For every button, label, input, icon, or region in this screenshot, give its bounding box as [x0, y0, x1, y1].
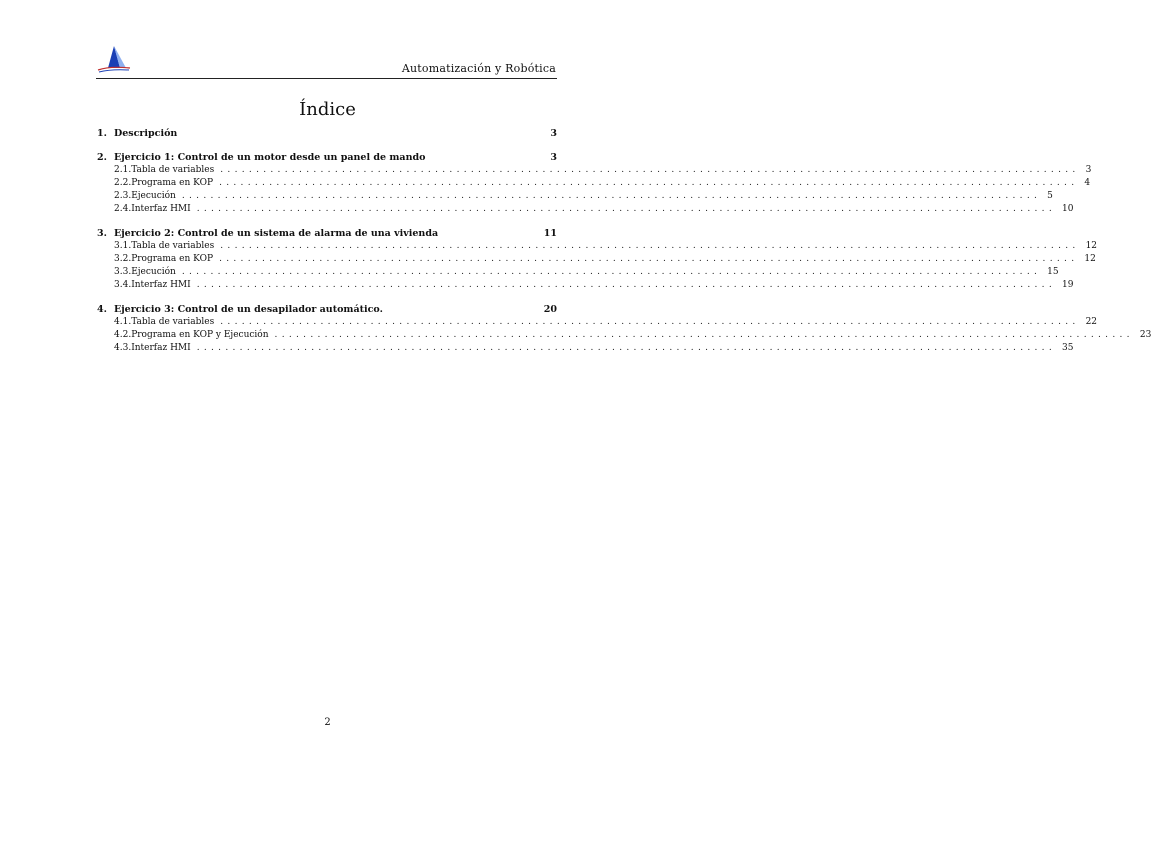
subsection-title: Interfaz HMI — [131, 280, 191, 290]
dot-leader: ........................................................................................................................ — [181, 267, 1042, 277]
dot-leader: ........................................................................................................................ — [196, 280, 1057, 290]
toc-subsection-entry[interactable] — [97, 266, 1059, 279]
subsection-title: Tabla de variables — [131, 241, 215, 251]
subsection-page: 19 — [1062, 280, 1074, 290]
toc-title: Índice — [299, 99, 356, 120]
section-title: Ejercicio 2: Control de un sistema de alarma de una vivienda — [114, 228, 439, 239]
toc-subsection-entry[interactable] — [97, 342, 1074, 355]
subsection-number: 2.3. — [114, 191, 132, 201]
subsection-page: 22 — [1085, 317, 1098, 327]
subsection-page: 5 — [1047, 191, 1053, 201]
toc-subsection-entry[interactable] — [97, 253, 1096, 266]
section-gap — [97, 140, 557, 151]
subsection-number: 2.2. — [114, 178, 132, 188]
running-head: Automatización y Robótica — [401, 62, 556, 75]
subsection-title: Programa en KOP — [131, 254, 214, 264]
subsection-page: 12 — [1084, 254, 1096, 264]
dot-leader: ........................................................................................................................ — [220, 165, 1080, 175]
subsection-page: 3 — [1085, 165, 1092, 175]
subsection-number: 4.3. — [114, 343, 132, 353]
subsection-title: Programa en KOP — [131, 178, 214, 188]
subsection-number: 3.4. — [114, 280, 132, 290]
subsection-number: 2.1. — [114, 165, 132, 175]
toc-section-entry[interactable] — [97, 127, 557, 140]
toc-subsection-entry[interactable] — [97, 240, 1098, 253]
toc-subsection-entry[interactable] — [97, 164, 1092, 177]
subsection-title: Programa en KOP y Ejecución — [131, 330, 269, 340]
section-number: 4. — [97, 304, 107, 315]
dot-leader: ........................................................................................................................ — [196, 204, 1057, 214]
dot-leader: ........................................................................................................................ — [220, 241, 1080, 251]
subsection-number: 3.2. — [114, 254, 132, 264]
section-page: 11 — [543, 228, 557, 239]
subsection-page: 12 — [1085, 241, 1098, 251]
subsection-number: 4.1. — [114, 317, 132, 327]
header-rule — [96, 78, 557, 79]
subsection-title: Ejecución — [131, 267, 176, 277]
subsection-page: 23 — [1139, 330, 1151, 340]
subsection-title: Tabla de variables — [131, 165, 215, 175]
section-title: Descripción — [114, 128, 178, 139]
subsection-title: Interfaz HMI — [131, 343, 191, 353]
subsection-number: 3.1. — [114, 241, 132, 251]
toc-subsection-entry[interactable] — [97, 316, 1098, 329]
toc-subsection-entry[interactable] — [97, 190, 1053, 203]
subsection-page: 10 — [1062, 204, 1074, 214]
dot-leader: ........................................................................................................................ — [220, 317, 1080, 327]
section-page: 20 — [543, 304, 557, 315]
toc-section-entry[interactable] — [97, 303, 557, 316]
toc-subsection-entry[interactable] — [97, 329, 1151, 342]
page-number: 2 — [324, 717, 331, 728]
section-number: 1. — [97, 128, 107, 139]
triangle-logo-icon — [96, 44, 132, 74]
subsection-page: 35 — [1062, 343, 1074, 353]
dot-leader: ........................................................................................................................ — [181, 191, 1042, 201]
section-gap — [97, 216, 557, 227]
section-page: 3 — [550, 128, 557, 139]
subsection-title: Ejecución — [131, 191, 176, 201]
toc-section-entry[interactable] — [97, 151, 557, 164]
section-title: Ejercicio 3: Control de un desapilador automático. — [114, 304, 383, 315]
dot-leader: ........................................................................................................................ — [196, 343, 1057, 353]
dot-leader: ........................................................................................................................ — [219, 254, 1079, 264]
dot-leader: ........................................................................................................................ — [274, 330, 1134, 340]
section-title: Ejercicio 1: Control de un motor desde un panel de mando — [114, 152, 426, 163]
toc-subsection-entry[interactable] — [97, 203, 1074, 216]
subsection-number: 2.4. — [114, 204, 132, 214]
toc-section-entry[interactable] — [97, 227, 557, 240]
section-page: 3 — [550, 152, 557, 163]
subsection-page: 4 — [1084, 178, 1091, 188]
table-of-contents — [97, 127, 1151, 355]
subsection-title: Tabla de variables — [131, 317, 215, 327]
section-number: 2. — [97, 152, 107, 163]
toc-subsection-entry[interactable] — [97, 177, 1091, 190]
section-number: 3. — [97, 228, 107, 239]
subsection-title: Interfaz HMI — [131, 204, 191, 214]
subsection-number: 4.2. — [114, 330, 132, 340]
toc-subsection-entry[interactable] — [97, 279, 1074, 292]
subsection-number: 3.3. — [114, 267, 132, 277]
dot-leader: ........................................................................................................................ — [219, 178, 1079, 188]
subsection-page: 15 — [1047, 267, 1059, 277]
section-gap — [97, 292, 557, 303]
